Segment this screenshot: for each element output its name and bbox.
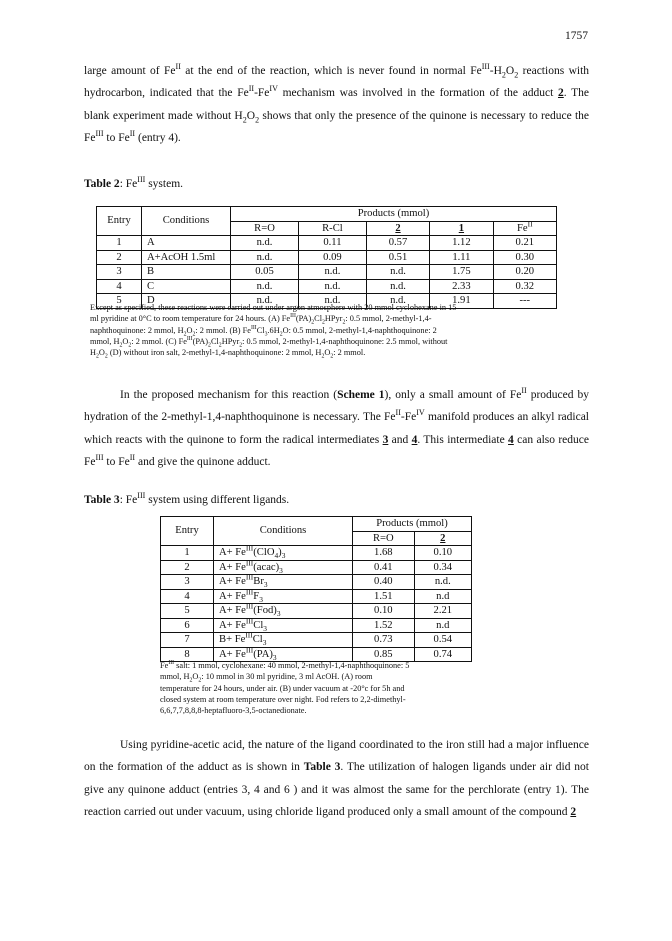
table3-cell: n.d — [414, 618, 471, 633]
table3-body — [161, 543, 472, 662]
table2-subheader: 1 — [430, 221, 493, 236]
table2-subheader: R-Cl — [299, 221, 367, 236]
table3-entry: 6 — [161, 618, 214, 633]
table2-cell: 1.11 — [430, 250, 493, 265]
table2-cell: 0.21 — [493, 236, 556, 251]
table3-cell: 0.34 — [414, 560, 471, 575]
mechanism-paragraph: In the proposed mechanism for this reaction (Scheme 1), only a small amount of $Fe^{II}$ produced by hydration of the 2-methyl-1,4-naphthoquinone is necessary. The $Fe^{II}-Fe^{IV}$ manifold produces an alkyl radical which reacts with the quinone to form the radical intermediates 3 and 4. This intermediate 4 can also reduce $Fe^{III}$ to $Fe^{II}$ and give the quinone adduct. — [84, 386, 589, 469]
table3-cell: 0.40 — [353, 575, 415, 590]
table2-cell: 0.20 — [493, 265, 556, 280]
table3-cell: 2.21 — [414, 604, 471, 619]
ligand-paragraph: Using pyridine-acetic acid, the nature of the ligand coordinated to the iron still had a major influence on the formation of the adduct as is shown in Table 3. The utilization of halogen ligands under air did not give any quinone adduct (entries 3, 4 and 6 ) and it was almost the same for the perchlorate (entry 1). The reaction carried out under vacuum, using chloride ligand produced only a small amount of the compound 2 — [84, 739, 589, 819]
table-row — [97, 236, 557, 251]
table-row — [97, 265, 557, 280]
table2-cell: n.d. — [231, 279, 299, 294]
table3-cell: 0.10 — [414, 546, 471, 561]
table-row — [97, 279, 557, 294]
table2-subheader: $Fe^{II}$ — [493, 221, 556, 236]
table-row — [161, 546, 472, 561]
table3-entry: 3 — [161, 575, 214, 590]
table2-cell: 0.30 — [493, 250, 556, 265]
table3-conditions: $A+ Fe^{III}Cl_3$ — [214, 618, 353, 633]
table2-header-products: Products (mmol) — [231, 207, 557, 222]
table3-conditions: $B+ Fe^{III}Cl_3$ — [214, 633, 353, 648]
table3-subheader: R=O — [353, 531, 415, 546]
table3-entry: 4 — [161, 589, 214, 604]
table2-cell: n.d. — [366, 279, 429, 294]
table-row — [161, 618, 472, 633]
table2-conditions: A — [142, 236, 231, 251]
table2-cell: n.d. — [299, 294, 367, 309]
table2-cell: 0.32 — [493, 279, 556, 294]
table2-cell: n.d. — [299, 265, 367, 280]
table2-entry: 1 — [97, 236, 142, 251]
table3-cell: 0.41 — [353, 560, 415, 575]
table2-cell: n.d. — [366, 265, 429, 280]
table2-cell: 2.33 — [430, 279, 493, 294]
table3-cell: n.d — [414, 589, 471, 604]
table3-header-conditions: Conditions — [214, 517, 353, 546]
table3-cell: 1.52 — [353, 618, 415, 633]
table2-footnote: Except as specified, these reactions were carried out under argon atmosphere with 20 mmol cyclohexane in 15 ml pyridine at 0°C to room temperature for 24 hours. (A) $Fe^{III}(PA)_2Cl_2HPyr_2$: 0.5 mmol, 2-methyl-1,4- naphthoquinone: 2 mmol, $H_2O_2$: 2 mmol. (B) $Fe^{III}Cl_3.6H_2O$: 0.5 mmol, 2-methyl-1,4-naphthoquinone: 2 mmol, $H_2O_2$: 2 mmol. (C) $Fe^{III}(PA)_2Cl_2HPyr_2$: 0.5 mmol, 2-methyl-1,4-naphthoquinone: 2.5 mmol, without $H_2O_2$ (D) without iron salt, 2-methyl-1,4-naphthoquinone: 2 mmol, $H_2O_2$: 2 mmol. — [90, 303, 457, 360]
table3-entry: 5 — [161, 604, 214, 619]
table3-caption: Table 3: $Fe^{III}$ system using different ligands. — [84, 491, 290, 506]
table2-entry: 5 — [97, 294, 142, 309]
page-number: 1757 — [565, 30, 588, 42]
table-row — [161, 560, 472, 575]
table2-conditions: A+AcOH 1.5ml — [142, 250, 231, 265]
table3-subheader: 2 — [414, 531, 471, 546]
table3-conditions: $A+ Fe^{III}Br_3$ — [214, 575, 353, 590]
table2-cell: 1.12 — [430, 236, 493, 251]
table2-conditions: B — [142, 265, 231, 280]
table2-cell: 1.75 — [430, 265, 493, 280]
table3-header-entry: Entry — [161, 517, 214, 546]
table2-conditions: C — [142, 279, 231, 294]
table2-cell: 0.51 — [366, 250, 429, 265]
table2-entry: 3 — [97, 265, 142, 280]
table2-caption: Table 2: $Fe^{III}$ system. — [84, 175, 184, 190]
table3-conditions: $A+ Fe^{III}(PA)_3$ — [214, 647, 353, 662]
table3-cell: 0.73 — [353, 633, 415, 648]
table-row — [161, 604, 472, 619]
table3-cell: 0.85 — [353, 647, 415, 662]
table2-cell: n.d. — [231, 250, 299, 265]
table3-conditions: $A+ Fe^{III}(ClO_4)_3$ — [214, 546, 353, 561]
table3-entry: 8 — [161, 647, 214, 662]
table2-cell: n.d. — [231, 236, 299, 251]
table2-cell: 0.57 — [366, 236, 429, 251]
table2-entry: 4 — [97, 279, 142, 294]
table2-cell: n.d. — [231, 294, 299, 309]
table2-subheader: 2 — [366, 221, 429, 236]
table-row — [161, 575, 472, 590]
table-row — [161, 517, 472, 532]
table3-cell: n.d. — [414, 575, 471, 590]
intro-paragraph: large amount of $Fe^{II}$ at the end of the reaction, which is never found in normal $Fe^{III}-H_2O_2$ reactions with hydrocarbon, indicated that the $Fe^{II}-Fe^{IV}$ mechanism was involved in the formation of the adduct 2. The blank experiment made without $H_2O_2$ shows that only the presence of the quinone is necessary to reduce the $Fe^{III}$ to $Fe^{II}$ (entry 4). — [84, 62, 590, 145]
table3-entry: 2 — [161, 560, 214, 575]
table3-header-products: Products (mmol) — [353, 517, 472, 532]
table3-conditions: $A+ Fe^{III}(Fod)_3$ — [214, 604, 353, 619]
table2-cell: 0.09 — [299, 250, 367, 265]
table3-cell: 0.10 — [353, 604, 415, 619]
table3-cell: 0.74 — [414, 647, 471, 662]
table2-entry: 2 — [97, 250, 142, 265]
table-row — [97, 207, 557, 222]
adduct-ref: 2 — [558, 87, 564, 100]
table2-cell: 1.91 — [430, 294, 493, 309]
table3-cell: 1.51 — [353, 589, 415, 604]
table2-conditions: D — [142, 294, 231, 309]
table3-entry: 1 — [161, 546, 214, 561]
table2-cell: n.d. — [366, 294, 429, 309]
table2-cell: 0.11 — [299, 236, 367, 251]
table3-entry: 7 — [161, 633, 214, 648]
table2-cell: --- — [493, 294, 556, 309]
table-row — [161, 589, 472, 604]
table2-subheader: R=O — [231, 221, 299, 236]
table2-cell: n.d. — [299, 279, 367, 294]
table3 — [160, 516, 472, 662]
table3-footnote: $Fe^{III}$ salt: 1 mmol, cyclohexane: 40 mmol, 2-methyl-1,4-naphthoquinone: 5 mmol, $H_2O_2$: 10 mmol in 30 ml pyridine, 3 ml AcOH. (A) room temperature for 24 hours, under air. (B) under vacuum at -20°c for 5h and closed system at room temperature over night. Fod refers to 2,2-dimethyl- 6,6,7,7,8,8,8-heptafluoro-3,5-octanedionate. — [160, 660, 410, 716]
table3-cell: 0.54 — [414, 633, 471, 648]
table2-cell: 0.05 — [231, 265, 299, 280]
table-row — [97, 250, 557, 265]
table2 — [96, 206, 557, 309]
table2-header-entry: Entry — [97, 207, 142, 236]
table-row — [161, 633, 472, 648]
table2-header-conditions: Conditions — [142, 207, 231, 236]
table3-conditions: $A+ Fe^{III}(acac)_3$ — [214, 560, 353, 575]
table3-cell: 1.68 — [353, 546, 415, 561]
table3-conditions: $A+ Fe^{III}F_3$ — [214, 589, 353, 604]
table2-body — [97, 236, 557, 309]
